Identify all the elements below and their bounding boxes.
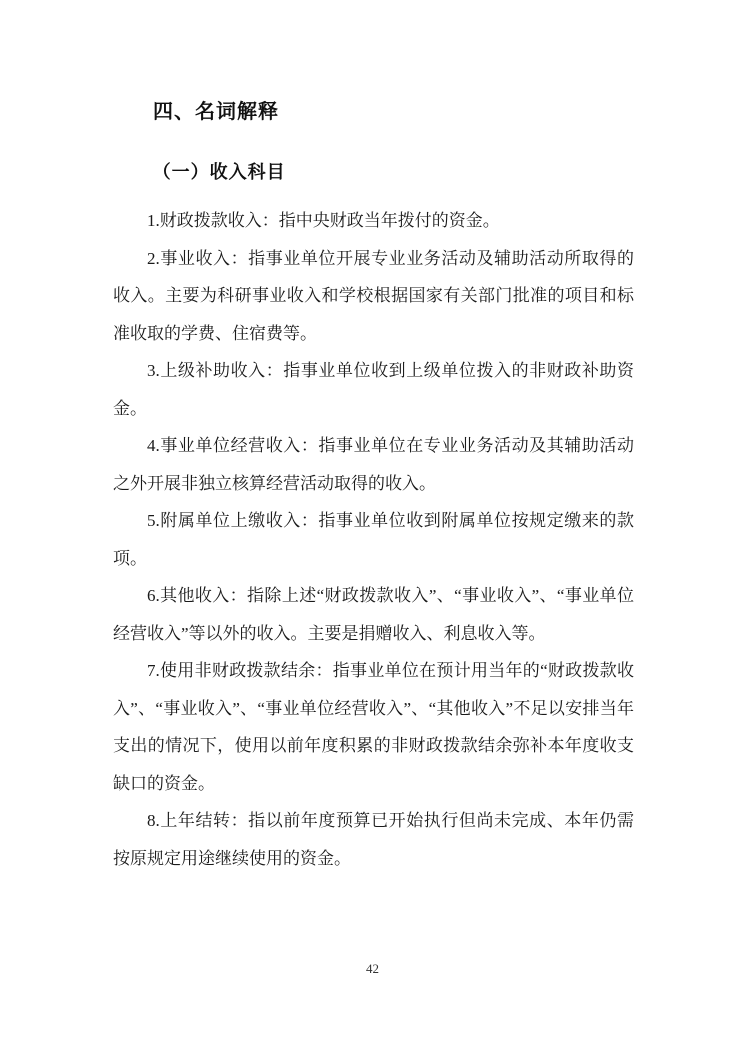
section-title: 四、名词解释 — [153, 101, 279, 123]
definition-paragraph: 1.财政拨款收入：指中央财政当年拨付的资金。 — [147, 211, 500, 230]
page-number: 42 — [366, 961, 379, 976]
definition-paragraph: 4.事业单位经营收入：指事业单位在专业业务活动及其辅助活动之外开展非独立核算经营活动取得的收入。 — [113, 436, 634, 493]
definition-paragraph: 2.事业收入：指事业单位开展专业业务活动及辅助活动所取得的收入。主要为科研事业收入和学校根据国家有关部门批准的项目和标准收取的学费、住宿费等。 — [113, 248, 634, 343]
page-content — [113, 98, 634, 877]
body-paragraphs — [113, 202, 634, 877]
definition-paragraph: 7.使用非财政拨款结余：指事业单位在预计用当年的“财政拨款收入”、“事业收入”、“事业单位经营收入”、“其他收入”不足以安排当年支出的情况下，使用以前年度积累的非财政拨款结余弥补本年度收支缺口的资金。 — [113, 661, 634, 793]
definition-paragraph: 3.上级补助收入：指事业单位收到上级单位拨入的非财政补助资金。 — [113, 361, 634, 418]
definition-paragraph: 8.上年结转：指以前年度预算已开始执行但尚未完成、本年仍需按原规定用途继续使用的资金。 — [113, 811, 634, 868]
definition-paragraph: 5.附属单位上缴收入：指事业单位收到附属单位按规定缴来的款项。 — [113, 511, 634, 568]
subsection-title: （一）收入科目 — [152, 162, 286, 182]
definition-paragraph: 6.其他收入：指除上述“财政拨款收入”、“事业收入”、“事业单位经营收入”等以外的收入。主要是捐赠收入、利息收入等。 — [113, 586, 634, 643]
